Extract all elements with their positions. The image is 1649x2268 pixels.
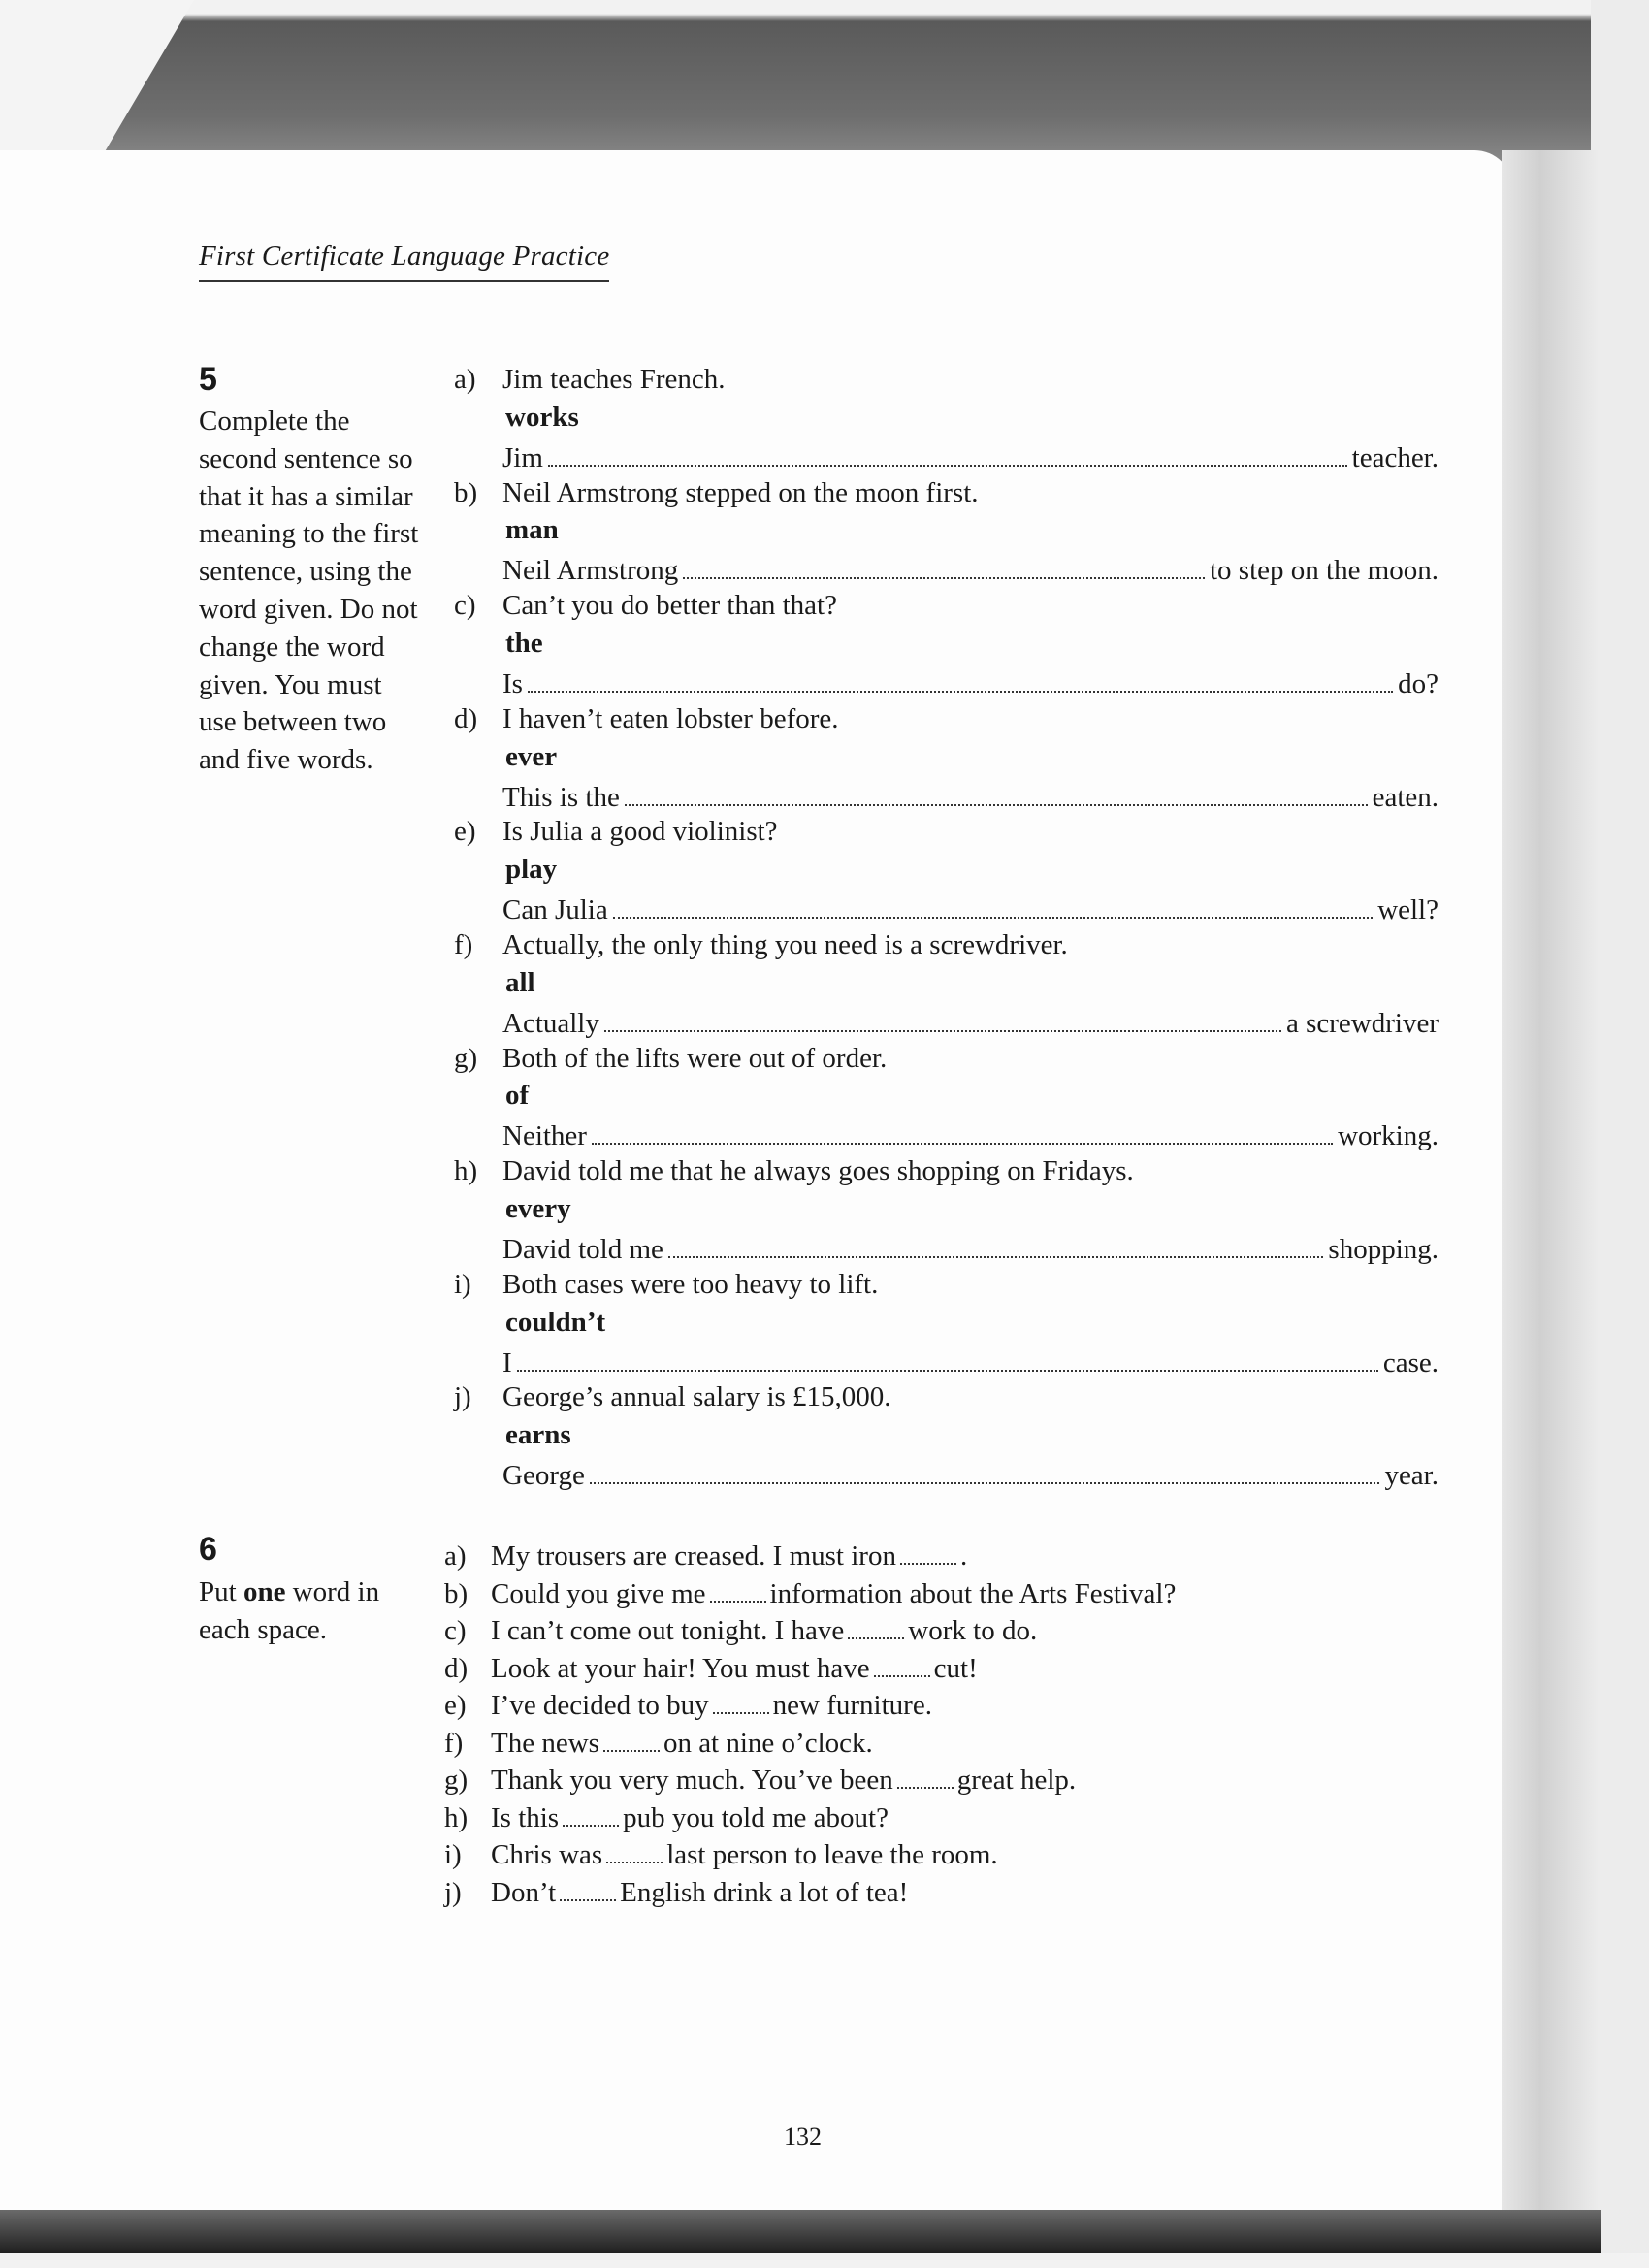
- sentence-end: eaten.: [1372, 781, 1439, 813]
- answer-blank[interactable]: [713, 1691, 769, 1714]
- completion-sentence: [502, 552, 1439, 587]
- sentence-end: working.: [1338, 1120, 1439, 1152]
- answer-blank[interactable]: [900, 1541, 956, 1565]
- sentence-start: Is: [502, 667, 523, 699]
- sentence-end: to step on the moon.: [1209, 555, 1439, 587]
- answer-blank[interactable]: [563, 1803, 619, 1827]
- exercise-item: [454, 364, 1439, 477]
- original-sentence: Jim teaches French.: [502, 364, 726, 395]
- instruction-text: Put: [199, 1576, 243, 1607]
- sentence-before-gap: Look at your hair! You must have: [491, 1652, 870, 1684]
- item-letter: g): [454, 1042, 478, 1074]
- original-sentence-line: [454, 590, 1439, 629]
- completion-sentence: [502, 1118, 1439, 1152]
- completion-line: [454, 891, 1439, 930]
- keyword-line: [454, 628, 1439, 666]
- item-letter: d): [454, 702, 478, 734]
- sentence-before-gap: I’ve decided to buy: [491, 1690, 709, 1721]
- original-sentence: Both cases were too heavy to lift.: [502, 1268, 879, 1300]
- sentence-start: This is the: [502, 781, 620, 813]
- answer-blank[interactable]: [625, 779, 1368, 806]
- completion-sentence: [502, 439, 1439, 474]
- keyword-line: [454, 1307, 1439, 1345]
- sentence-after-gap: English drink a lot of tea!: [620, 1876, 909, 1908]
- gap-fill-sentence: [491, 1690, 932, 1722]
- gap-fill-item: [444, 1728, 1463, 1766]
- sentence-after-gap: pub you told me about?: [623, 1801, 889, 1833]
- sentence-before-gap: The news: [491, 1727, 599, 1759]
- original-sentence: Can’t you do better than that?: [502, 590, 837, 622]
- item-letter: c): [444, 1615, 467, 1646]
- completion-sentence: [502, 891, 1439, 926]
- keyword: works: [505, 401, 579, 433]
- page-number: 132: [784, 2122, 822, 2151]
- exercise-6-number: 6: [199, 1531, 217, 1568]
- sentence-end: year.: [1384, 1460, 1439, 1492]
- exercise-5-number: 5: [199, 361, 217, 398]
- item-letter: i): [444, 1839, 462, 1870]
- original-sentence: Is Julia a good violinist?: [502, 816, 778, 848]
- original-sentence-line: [454, 1269, 1439, 1308]
- answer-blank[interactable]: [590, 1457, 1380, 1484]
- item-letter: f): [454, 929, 473, 960]
- original-sentence-line: [454, 929, 1439, 968]
- keyword: couldn’t: [505, 1306, 606, 1338]
- gap-fill-sentence: [491, 1765, 1076, 1797]
- page-edge-shadow: [1502, 150, 1599, 2251]
- gap-fill-item: [444, 1615, 1463, 1654]
- item-letter: a): [444, 1540, 467, 1571]
- gap-fill-sentence: [491, 1728, 873, 1760]
- keyword-line: [454, 402, 1439, 440]
- sentence-before-gap: Thank you very much. You’ve been: [491, 1765, 893, 1796]
- gap-fill-item: [444, 1690, 1463, 1729]
- sentence-before-gap: Don’t: [491, 1876, 557, 1908]
- sentence-after-gap: last person to leave the room.: [666, 1839, 998, 1870]
- answer-blank[interactable]: [613, 891, 1373, 919]
- completion-line: [454, 1118, 1439, 1156]
- sentence-after-gap: work to do.: [908, 1615, 1038, 1646]
- answer-blank[interactable]: [897, 1766, 954, 1789]
- exercise-6-instruction: [199, 1573, 422, 1649]
- exercise-item: [454, 703, 1439, 817]
- sentence-end: shopping.: [1328, 1233, 1439, 1265]
- exercise-5-instruction: Complete the second sentence so that it has a similar meaning to the first sentence, using the word given. Do not change the word given. You must use between two and five words.: [199, 405, 419, 776]
- gap-fill-item: [444, 1839, 1463, 1878]
- answer-blank[interactable]: [604, 1005, 1281, 1032]
- item-letter: j): [454, 1381, 471, 1413]
- answer-blank[interactable]: [517, 1345, 1378, 1372]
- completion-line: [454, 1457, 1439, 1496]
- gap-fill-item: [444, 1802, 1463, 1841]
- answer-blank[interactable]: [548, 439, 1347, 467]
- exercise-item: [454, 1269, 1439, 1382]
- answer-blank[interactable]: [560, 1878, 616, 1901]
- gap-fill-sentence: [491, 1877, 908, 1909]
- keyword-line: [454, 1080, 1439, 1118]
- item-letter: j): [444, 1876, 462, 1908]
- original-sentence: David told me that he always goes shopping on Fridays.: [502, 1155, 1134, 1187]
- completion-sentence: [502, 665, 1439, 700]
- gap-fill-sentence: [491, 1802, 889, 1834]
- original-sentence: Neil Armstrong stepped on the moon first.: [502, 476, 979, 508]
- gap-fill-sentence: [491, 1839, 998, 1871]
- item-letter: a): [454, 364, 476, 395]
- sentence-before-gap: My trousers are creased. I must iron: [491, 1540, 896, 1571]
- sentence-start: Neil Armstrong: [502, 555, 679, 587]
- gap-fill-sentence: [491, 1540, 967, 1572]
- sentence-after-gap: new furniture.: [772, 1690, 932, 1721]
- item-letter: d): [444, 1652, 469, 1684]
- answer-blank[interactable]: [528, 665, 1393, 693]
- sentence-before-gap: I can’t come out tonight. I have: [491, 1615, 845, 1646]
- gap-fill-item: [444, 1540, 1463, 1579]
- answer-blank[interactable]: [710, 1579, 766, 1603]
- keyword: all: [505, 966, 535, 998]
- answer-blank[interactable]: [606, 1840, 663, 1863]
- item-letter: e): [454, 816, 476, 848]
- completion-line: [454, 1005, 1439, 1044]
- original-sentence: George’s annual salary is £15,000.: [502, 1381, 891, 1413]
- original-sentence-line: [454, 477, 1439, 516]
- instruction-emphasis: one: [242, 1576, 286, 1607]
- item-letter: h): [454, 1155, 478, 1187]
- original-sentence-line: [454, 364, 1439, 403]
- item-letter: c): [454, 590, 476, 622]
- item-letter: h): [444, 1801, 469, 1833]
- keyword: earns: [505, 1419, 571, 1451]
- keyword-line: [454, 854, 1439, 892]
- sentence-before-gap: Chris was: [491, 1839, 603, 1870]
- item-letter: e): [444, 1690, 467, 1721]
- exercise-item: [454, 1043, 1439, 1156]
- completion-line: [454, 1345, 1439, 1383]
- sentence-start: Jim: [502, 441, 543, 473]
- sentence-start: Actually: [502, 1007, 599, 1039]
- completion-sentence: [502, 1457, 1439, 1492]
- completion-line: [454, 779, 1439, 818]
- sentence-after-gap: .: [959, 1540, 968, 1571]
- completion-sentence: [502, 1231, 1439, 1266]
- sentence-start: George: [502, 1460, 585, 1492]
- exercise-item: [454, 1155, 1439, 1269]
- sentence-end: do?: [1398, 667, 1439, 699]
- answer-blank[interactable]: [668, 1231, 1323, 1258]
- gap-fill-item: [444, 1578, 1463, 1617]
- sentence-after-gap: cut!: [933, 1652, 978, 1684]
- exercise-item: [454, 929, 1439, 1043]
- answer-blank[interactable]: [848, 1616, 904, 1639]
- scan-background-bottom: [0, 2210, 1600, 2253]
- keyword: of: [505, 1080, 530, 1112]
- keyword: the: [505, 628, 543, 660]
- item-letter: f): [444, 1727, 464, 1759]
- exercise-item: [454, 1381, 1439, 1495]
- original-sentence-line: [454, 816, 1439, 855]
- keyword-line: [454, 1193, 1439, 1232]
- gap-fill-sentence: [491, 1615, 1037, 1647]
- sentence-after-gap: on at nine o’clock.: [663, 1727, 873, 1759]
- answer-blank[interactable]: [603, 1729, 660, 1752]
- item-letter: b): [444, 1577, 469, 1609]
- answer-blank[interactable]: [592, 1118, 1333, 1145]
- sentence-start: Neither: [502, 1120, 587, 1152]
- keyword: man: [505, 514, 559, 546]
- sentence-before-gap: Is this: [491, 1801, 560, 1833]
- original-sentence: I haven’t eaten lobster before.: [502, 702, 839, 734]
- completion-line: [454, 552, 1439, 591]
- gap-fill-item: [444, 1653, 1463, 1692]
- item-letter: b): [454, 476, 478, 508]
- scan-background-top: [0, 0, 1649, 175]
- keyword: every: [505, 1193, 571, 1225]
- gap-fill-item: [444, 1877, 1463, 1916]
- completion-sentence: [502, 1005, 1439, 1040]
- sentence-end: case.: [1382, 1346, 1439, 1378]
- original-sentence: Actually, the only thing you need is a screwdriver.: [502, 929, 1068, 960]
- keyword-line: [454, 514, 1439, 553]
- gap-fill-sentence: [491, 1578, 1176, 1610]
- keyword: play: [505, 854, 558, 886]
- exercise-item: [454, 816, 1439, 929]
- original-sentence-line: [454, 1155, 1439, 1194]
- original-sentence-line: [454, 1381, 1439, 1420]
- completion-line: [454, 439, 1439, 478]
- scan-margin-bottom: [0, 2253, 1649, 2268]
- sentence-after-gap: information about the Arts Festival?: [769, 1577, 1177, 1609]
- exercise-item: [454, 590, 1439, 703]
- answer-blank[interactable]: [683, 552, 1205, 579]
- keyword-line: [454, 1419, 1439, 1458]
- running-header: First Certificate Language Practice: [199, 241, 609, 282]
- sentence-end: a screwdriver: [1286, 1007, 1439, 1039]
- sentence-after-gap: great help.: [956, 1765, 1077, 1796]
- completion-line: [454, 665, 1439, 704]
- sentence-start: Can Julia: [502, 894, 608, 926]
- sentence-start: David told me: [502, 1233, 663, 1265]
- original-sentence-line: [454, 1043, 1439, 1082]
- completion-sentence: [502, 1345, 1439, 1379]
- item-letter: i): [454, 1268, 471, 1300]
- completion-sentence: [502, 779, 1439, 814]
- gap-fill-sentence: [491, 1653, 978, 1685]
- sentence-before-gap: Could you give me: [491, 1577, 706, 1609]
- keyword-line: [454, 741, 1439, 780]
- sentence-end: well?: [1377, 894, 1439, 926]
- scan-background-right: [1591, 0, 1649, 2268]
- completion-line: [454, 1231, 1439, 1270]
- exercise-item: [454, 477, 1439, 591]
- original-sentence: Both of the lifts were out of order.: [502, 1042, 888, 1074]
- item-letter: g): [444, 1765, 469, 1796]
- sentence-end: teacher.: [1351, 441, 1439, 473]
- keyword-line: [454, 967, 1439, 1006]
- sentence-start: I: [502, 1346, 512, 1378]
- keyword: ever: [505, 740, 558, 772]
- gap-fill-item: [444, 1765, 1463, 1803]
- original-sentence-line: [454, 703, 1439, 742]
- instruction-text: word in each space.: [199, 1576, 380, 1645]
- answer-blank[interactable]: [874, 1654, 930, 1677]
